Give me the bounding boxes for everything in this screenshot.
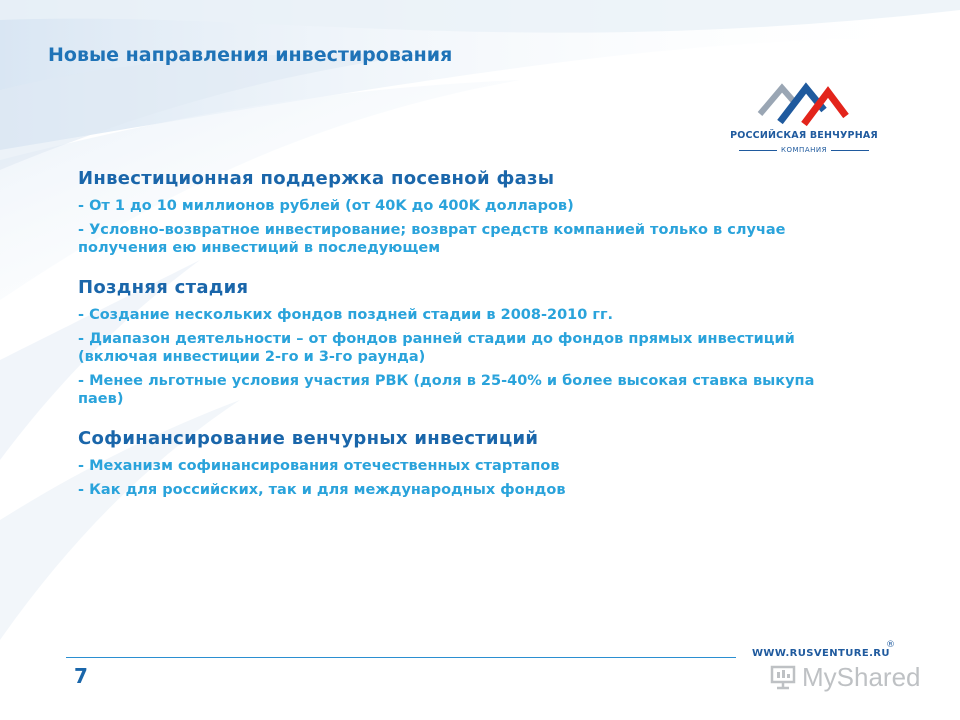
section-heading: Инвестиционная поддержка посевной фазы bbox=[78, 168, 555, 189]
website-url[interactable]: WWW.RUSVENTURE.RU bbox=[752, 648, 890, 659]
bullet-item: - Механизм софинансирования отечественных стартапов bbox=[78, 458, 560, 474]
logo-divider-right bbox=[831, 150, 869, 151]
bullet-item: - Как для российских, так и для международных фондов bbox=[78, 482, 566, 498]
section-cofinancing bbox=[78, 428, 858, 499]
bullet-item: - Условно-возвратное инвестирование; возврат средств компанией только в случае получения ею инвестиций в последующем bbox=[78, 222, 786, 256]
logo-divider-left bbox=[739, 150, 777, 151]
slide-content bbox=[78, 168, 858, 519]
logo-subtitle-row bbox=[724, 144, 884, 156]
logo-mark-icon bbox=[724, 78, 884, 130]
section-late-stage bbox=[78, 277, 858, 408]
bullet-list bbox=[78, 197, 858, 257]
section-heading: Софинансирование венчурных инвестиций bbox=[78, 428, 539, 449]
footer-divider bbox=[66, 657, 736, 658]
bullet-list bbox=[78, 306, 858, 408]
registered-mark: ® bbox=[886, 640, 895, 650]
watermark-text: MyShared bbox=[802, 661, 921, 692]
presentation-screen-icon bbox=[770, 664, 796, 690]
logo-subtitle: КОМПАНИЯ bbox=[781, 146, 827, 154]
bullet-list bbox=[78, 457, 858, 499]
section-seed bbox=[78, 168, 858, 257]
bullet-item: - Диапазон деятельности – от фондов ранней стадии до фондов прямых инвестиций (включая инвестиции 2-го и 3-го раунда) bbox=[78, 331, 795, 365]
bullet-item: - От 1 до 10 миллионов рублей (от 40K до 400K долларов) bbox=[78, 198, 574, 214]
bullet-item: - Создание нескольких фондов поздней стадии в 2008-2010 гг. bbox=[78, 307, 614, 323]
bullet-item: - Менее льготные условия участия РВК (доля в 25-40% и более высокая ставка выкупа паев) bbox=[78, 373, 815, 407]
page-number: 7 bbox=[74, 664, 88, 688]
company-logo bbox=[724, 78, 884, 158]
section-heading: Поздняя стадия bbox=[78, 277, 249, 298]
slide-title: Новые направления инвестирования bbox=[48, 44, 453, 66]
logo-name: РОССИЙСКАЯ ВЕНЧУРНАЯ bbox=[730, 130, 878, 141]
watermark bbox=[770, 662, 930, 692]
